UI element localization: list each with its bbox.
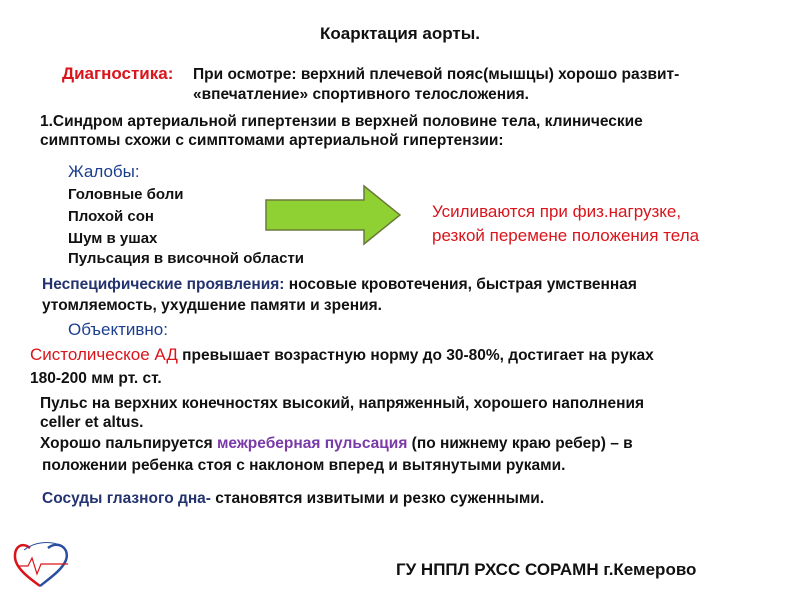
syndrome-text-line-1: 1.Синдром артериальной гипертензии в верхней половине тела, клинические xyxy=(40,113,643,130)
complaint-item: Головные боли xyxy=(68,186,184,203)
pulse-line-3-prefix: Хорошо пальпируется xyxy=(40,435,217,452)
effect-text-line-1: Усиливаются при физ.нагрузке, xyxy=(432,202,682,221)
pulse-line-1: Пульс на верхних конечностях высокий, напряженный, хорошего наполнения xyxy=(40,395,645,412)
right-arrow-icon xyxy=(264,184,404,246)
nonspecific-line-2: утомляемость, ухудшение памяти и зрения. xyxy=(42,297,382,314)
objective-heading: Объективно: xyxy=(68,320,168,339)
diagnostics-text-line-1: При осмотре: верхний плечевой пояс(мышцы) хорошо развит- xyxy=(193,66,680,83)
blood-pressure-label: Систолическое АД xyxy=(30,345,178,364)
institution-name: ГУ НППЛ РХСС СОРАМН г.Кемерово xyxy=(396,560,697,579)
pulse-line-3-suffix: (по нижнему краю ребер) – в xyxy=(407,435,633,452)
complaint-item: Пульсация в височной области xyxy=(68,250,305,267)
complaints-heading: Жалобы: xyxy=(68,162,140,181)
complaint-item: Шум в ушах xyxy=(68,230,158,247)
complaint-item: Плохой сон xyxy=(68,208,154,225)
fundus-label: Сосуды глазного дна- xyxy=(42,490,211,507)
page-title: Коарктация аорты. xyxy=(320,24,480,43)
heart-logo-icon xyxy=(10,536,80,592)
effect-text-line-2: резкой перемене положения тела xyxy=(432,226,700,245)
blood-pressure-line-1 xyxy=(30,345,654,365)
blood-pressure-line-2: 180-200 мм рт. ст. xyxy=(30,370,162,387)
fundus-text: становятся извитыми и резко суженными. xyxy=(210,490,545,507)
intercostal-pulsation-highlight: межреберная пульсация xyxy=(216,435,408,452)
fundus-line xyxy=(42,490,544,508)
pulse-line-3 xyxy=(40,435,633,453)
pulse-line-2: celler et altus. xyxy=(40,414,144,431)
pulse-line-4: положении ребенка стоя с наклоном вперед и вытянутыми руками. xyxy=(42,457,566,474)
blood-pressure-line-1-text: превышает возрастную норму до 30-80%, достигает на руках xyxy=(177,347,654,364)
nonspecific-line-1-text: носовые кровотечения, быстрая умственная xyxy=(284,276,637,293)
nonspecific-line-1 xyxy=(42,276,637,294)
diagnostics-label: Диагностика: xyxy=(62,64,174,83)
syndrome-text-line-2: симптомы схожи с симптомами артериальной гипертензии: xyxy=(40,132,504,149)
diagnostics-text-line-2: «впечатление» спортивного телосложения. xyxy=(193,86,529,103)
nonspecific-label: Неспецифические проявления: xyxy=(42,276,285,293)
